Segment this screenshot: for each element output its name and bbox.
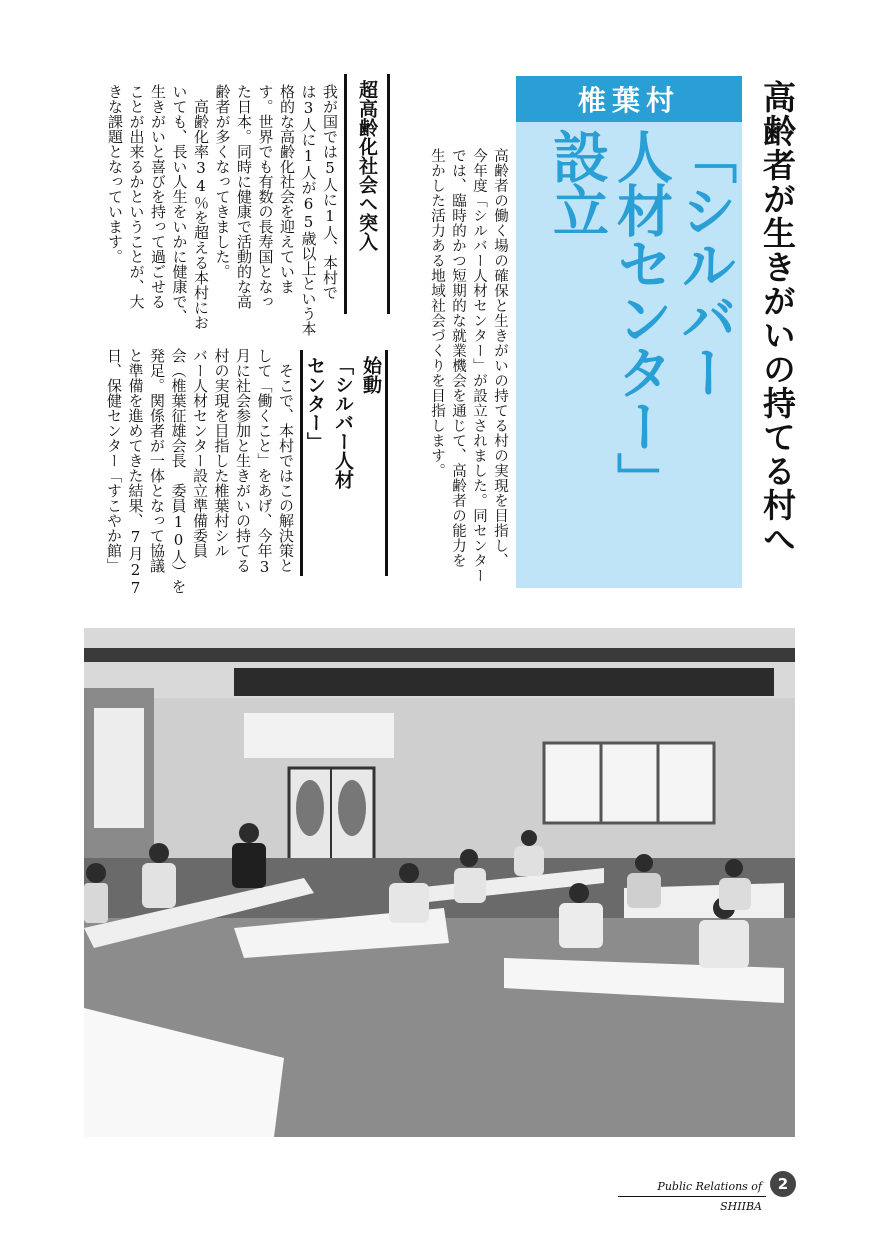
village-name-badge: 椎葉村 — [516, 76, 742, 122]
footer-divider — [618, 1196, 766, 1197]
section-body-silver-center: そこで、本村ではこの解決策と して「働くこと」をあげ、今年3 月に社会参加と生きがいの持てる 村の実現を目指した椎葉村シル バー人材センター設立準備委員 会（椎葉征雄会長 委員10人）を 発足。関係者が一体となって協議 と準備を進めてきた結果、7月27 日、保健センター「すこやか館」 — [105, 348, 295, 597]
article-main-title: 高齢者が生きがいの持てる村へ — [758, 80, 797, 556]
meeting-photo-illustration — [84, 628, 795, 1137]
publication-name: Public Relations of SHIIBA — [657, 1180, 762, 1213]
article-headline: 「シルバー 人材センター」 設立 — [544, 128, 737, 506]
lead-paragraph: 高齢者の働く場の確保と生きがいの持てる村の実現を目指し、 今年度「シルバー人材センター」が設立されました。同センター では、臨時的かつ短期的な就業機会を通じて、高齢者の能力を 生かした活力ある地域社会づくりを目指します。 — [429, 148, 508, 583]
page-number-badge: 2 — [770, 1171, 796, 1197]
section-body-aging-society: 我が国では5人に1人、本村で は3人に1人が65歳以上という本 格的な高齢化社会を迎えていま す。世界でも有数の長寿国となっ た日本。同時に健康で活動的な高 齢者が多くなってきました。 高齢化率34％を超える本村にお いても、長い人生をいかに健康で、 生きがいと喜びを持って過ごせる ことが出来るかということが、大 きな課題となっています。 — [106, 84, 339, 336]
section-heading-aging-society: 超高齢化社会へ突入 — [344, 74, 390, 314]
meeting-photo — [84, 628, 795, 1137]
section-heading-silver-center: 始動 「シルバー人材 センター」 — [300, 350, 388, 576]
